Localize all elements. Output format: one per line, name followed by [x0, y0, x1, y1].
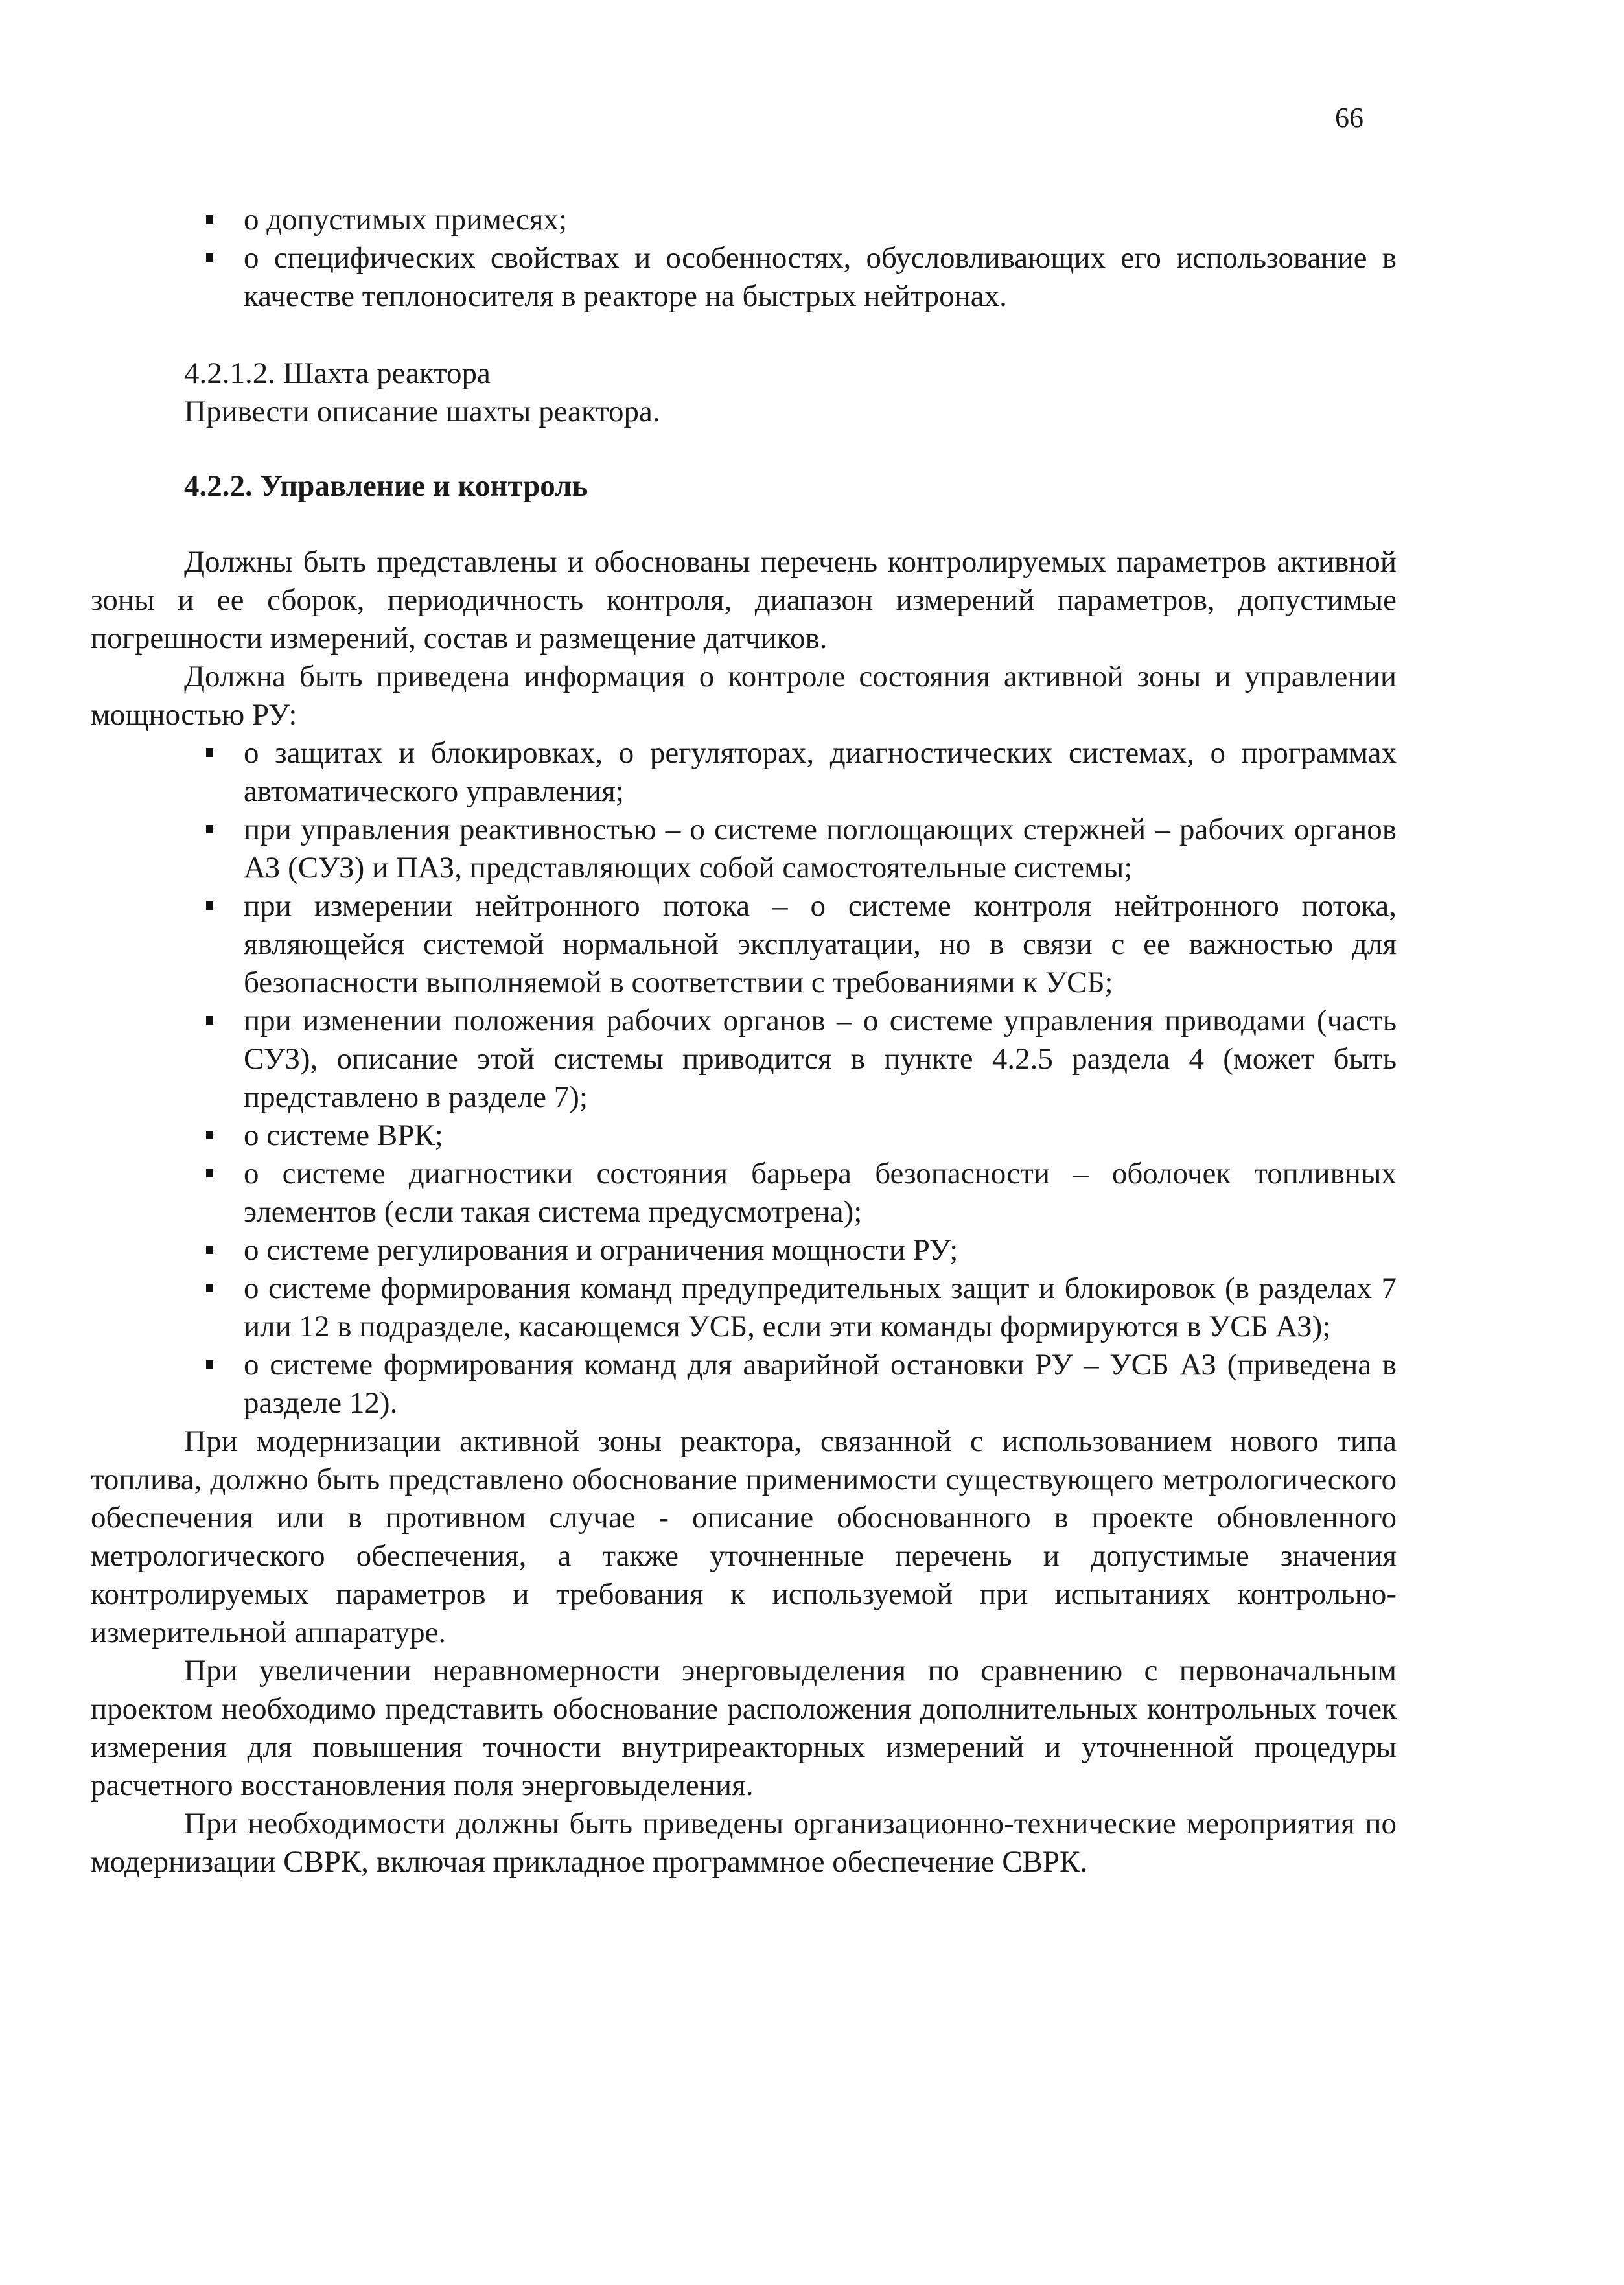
subsection-title: 4.2.1.2. Шахта реактора [184, 356, 491, 390]
list-item-text: о специфических свойствах и особенностях, обусловливающих его использование в качестве теплоносителя в реакторе на быстрых нейтронах. [244, 241, 1397, 313]
list-item [91, 1155, 1397, 1231]
list-item-text: о защитах и блокировках, о регуляторах, диагностических системах, о программах автоматического управления; [244, 736, 1397, 808]
list-item [91, 1231, 1397, 1270]
bullet-icon [206, 748, 213, 757]
paragraph: При необходимости должны быть приведены организационно-технические мероприятия по модернизации СВРК, включая прикладное программное обеспечение СВРК. [91, 1807, 1397, 1879]
list-item-text: о системе диагностики состояния барьера безопасности – оболочек топливных элементов (если такая система предусмотрена); [244, 1157, 1397, 1229]
bullet-icon [206, 1246, 213, 1254]
bullet-icon [206, 901, 213, 910]
list-item [91, 1270, 1397, 1346]
list-item-text: о системе формирования команд предупредительных защит и блокировок (в разделах 7 или 12 в подразделе, касающемся УСБ, если эти команды формируются в УСБ АЗ); [244, 1271, 1397, 1343]
list-item [91, 201, 1397, 239]
bullet-icon [206, 1360, 213, 1369]
bullet-icon [206, 1169, 213, 1177]
paragraph: При модернизации активной зоны реактора, связанной с использованием нового типа топлива, должно быть представлено обоснование применимости существующего метрологического обеспечения или в противном случае - описание обоснованного в проекте обновленного метрологического обеспечения, а также уточненные перечень и допустимые значения контролируемых параметров и требования к используемой при испытаниях контрольно-измерительной аппаратуре. [91, 1424, 1397, 1649]
bullet-icon [206, 215, 213, 224]
spacer [91, 316, 1397, 354]
bullet-icon [206, 1131, 213, 1139]
bullet-icon [206, 1016, 213, 1025]
list-item [91, 734, 1397, 811]
paragraph: При увеличении неравномерности энерговыделения по сравнению с первоначальным проектом необходимо представить обоснование расположения дополнительных контрольных точек измерения для повышения точности внутриреакторных измерений и уточненной процедуры расчетного восстановления поля энерговыделения. [91, 1654, 1397, 1802]
list-item [91, 811, 1397, 887]
control-bullet-list [91, 734, 1397, 1422]
list-item-text: при измерении нейтронного потока – о системе контроля нейтронного потока, являющейся системой нормальной эксплуатации, но в связи с ее важностью для безопасности выполняемой в соответствии с требованиями к УСБ; [244, 889, 1397, 999]
paragraph: Должны быть представлены и обоснованы перечень контролируемых параметров активной зоны и ее сборок, периодичность контроля, диапазон измерений параметров, допустимые погрешности измерений, состав и размещение датчиков. [91, 545, 1397, 655]
paragraph: Должна быть приведена информация о контроле состояния активной зоны и управлении мощностью РУ: [91, 660, 1397, 732]
list-item [91, 239, 1397, 316]
intro-bullet-list [91, 201, 1397, 316]
page-content [91, 201, 1397, 1881]
bullet-icon [206, 825, 213, 833]
list-item-text: о системе ВРК; [244, 1119, 443, 1152]
subsection-text: Привести описание шахты реактора. [184, 395, 660, 428]
list-item-text: при управления реактивностью – о системе поглощающих стержней – рабочих органов АЗ (СУЗ) и ПАЗ, представляющих собой самостоятельные системы; [244, 813, 1397, 885]
list-item-text: о допустимых примесях; [244, 203, 568, 237]
list-item-text: о системе формирования команд для аварийной остановки РУ – УСБ АЗ (приведена в разделе 12). [244, 1348, 1397, 1420]
list-item [91, 887, 1397, 1002]
section-heading: 4.2.2. Управление и контроль [184, 469, 588, 503]
bullet-icon [206, 1284, 213, 1292]
bullet-icon [206, 253, 213, 262]
list-item [91, 1346, 1397, 1422]
list-item [91, 1117, 1397, 1155]
list-item [91, 1002, 1397, 1117]
list-item-text: при изменении положения рабочих органов – о системе управления приводами (часть СУЗ), описание этой системы приводится в пункте 4.2.5 раздела 4 (может быть представлено в разделе 7); [244, 1004, 1397, 1114]
page-number: 66 [1335, 102, 1363, 133]
list-item-text: о системе регулирования и ограничения мощности РУ; [244, 1233, 958, 1267]
